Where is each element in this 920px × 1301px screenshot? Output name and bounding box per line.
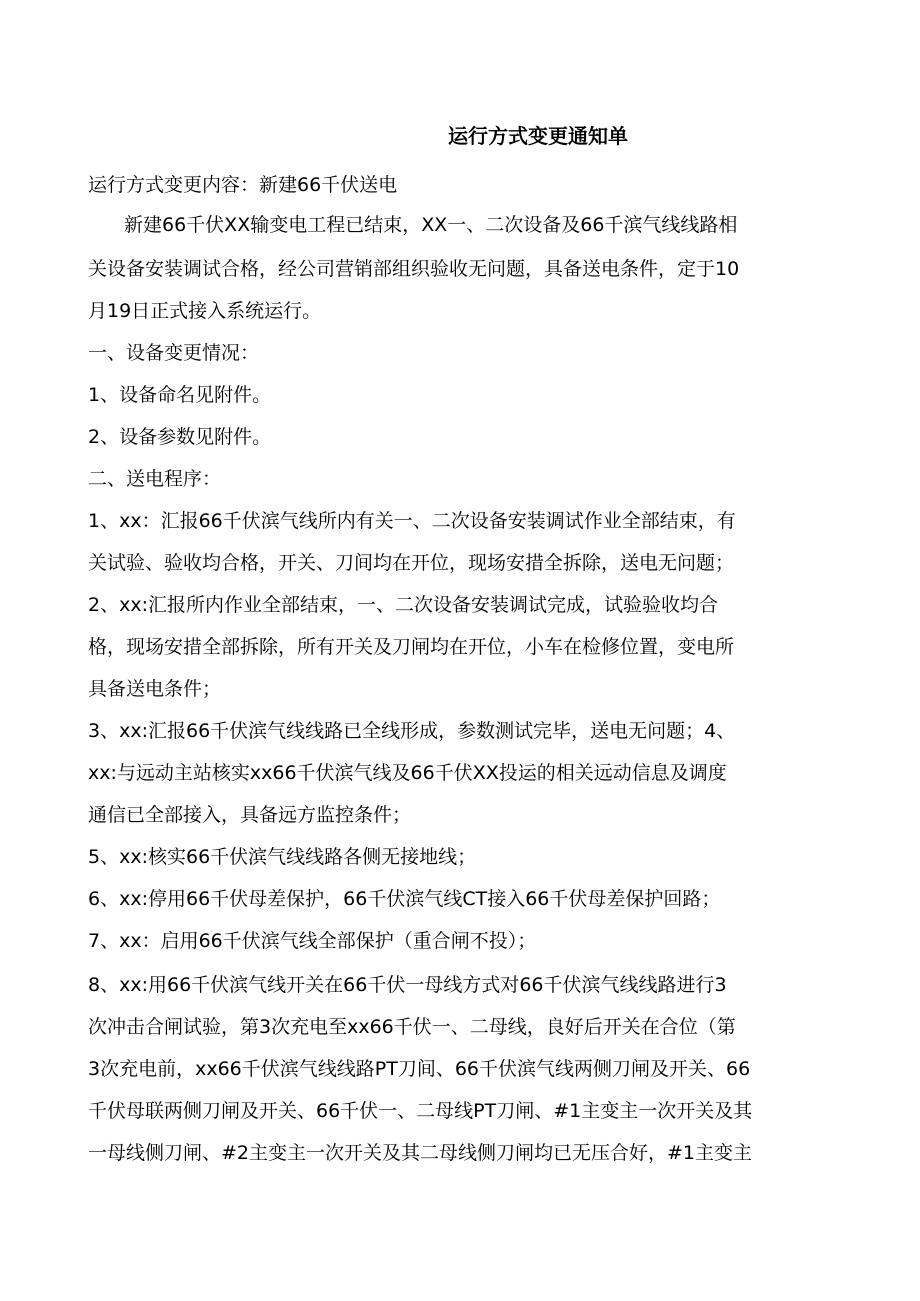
list-item: 通信已全部接入，具备远方监控条件； xyxy=(88,804,412,826)
section-heading: 一、设备变更情况： xyxy=(88,342,260,364)
list-item: 8、xx:用66千伏滨气线开关在66千伏一母线方式对66千伏滨气线线路进行3 xyxy=(88,974,727,996)
document-title: 运行方式变更通知单 xyxy=(448,124,628,148)
list-item: 次冲击合闸试验，第3次充电至xx66千伏一、二母线，良好后开关在合位（第 xyxy=(88,1016,736,1038)
list-item: 1、xx：汇报66千伏滨气线所内有关一、二次设备安装调试作业全部结束，有 xyxy=(88,510,736,532)
list-item: xx:与远动主站核实xx66千伏滨气线及66千伏XX投运的相关远动信息及调度 xyxy=(88,762,727,784)
list-item: 2、xx:汇报所内作业全部结束，一、二次设备安装调试完成，试验验收均合 xyxy=(88,594,718,616)
list-item: 6、xx:停用66千伏母差保护，66千伏滨气线CT接入66千伏母差保护回路； xyxy=(88,888,721,910)
paragraph-line: 月19日正式接入系统运行。 xyxy=(88,300,322,322)
list-item: 一母线侧刀闸、#2主变主一次开关及其二母线侧刀闸均已无压合好，#1主变主 xyxy=(88,1142,753,1164)
list-item: 1、设备命名见附件。 xyxy=(88,384,272,406)
paragraph-line: 新建66千伏XX输变电工程已结束，XX一、二次设备及66千滨气线线路相 xyxy=(124,214,738,236)
list-item: 7、xx：启用66千伏滨气线全部保护（重合闸不投）； xyxy=(88,930,537,952)
list-item: 3、xx:汇报66千伏滨气线线路已全线形成，参数测试完毕，送电无问题；4、 xyxy=(88,720,736,742)
paragraph-line: 关设备安装调试合格，经公司营销部组织验收无问题，具备送电条件，定于10 xyxy=(88,258,740,280)
change-content-line: 运行方式变更内容：新建66千伏送电 xyxy=(88,174,398,196)
list-item: 3次充电前，xx66千伏滨气线线路PT刀间、66千伏滨气线两侧刀闸及开关、66 xyxy=(88,1058,751,1080)
list-item: 具备送电条件； xyxy=(88,678,222,700)
list-item: 2、设备参数见附件。 xyxy=(88,426,272,448)
list-item: 关试验、验收均合格，开关、刀间均在开位，现场安措全拆除，送电无问题； xyxy=(88,552,735,574)
section-heading: 二、送电程序： xyxy=(88,468,222,490)
list-item: 格，现场安措全部拆除，所有开关及刀闸均在开位，小车在检修位置，变电所 xyxy=(88,636,735,658)
list-item: 5、xx:核实66千伏滨气线线路各侧无接地线； xyxy=(88,846,477,868)
list-item: 千伏母联两侧刀闸及开关、66千伏一、二母线PT刀闸、#1主变主一次开关及其 xyxy=(88,1100,753,1122)
